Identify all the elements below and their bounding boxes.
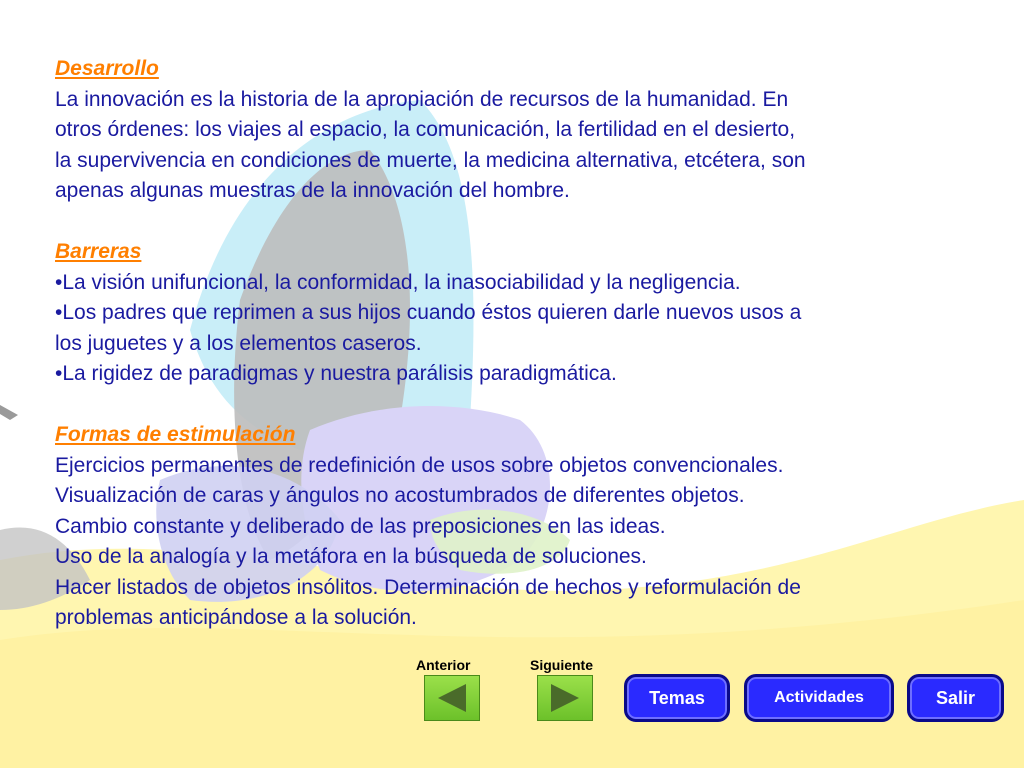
section-heading-desarrollo: Desarrollo xyxy=(55,57,159,80)
next-label: Siguiente xyxy=(530,657,594,673)
spacer xyxy=(55,390,985,421)
text-line: la supervivencia en condiciones de muerte, la medicina alternativa, etcétera, son xyxy=(55,148,806,172)
next-button[interactable] xyxy=(537,675,593,721)
text-line: •Los padres que reprimen a sus hijos cuando éstos quieren darle nuevos usos a xyxy=(55,301,802,324)
text-line: La innovación es la historia de la apropiación de recursos de la humanidad. En xyxy=(55,87,789,111)
text-line: apenas algunas muestras de la innovación del hombre. xyxy=(55,179,570,202)
text-line: los juguetes y a los elementos caseros. xyxy=(55,331,422,355)
main-content xyxy=(55,54,985,634)
text-line: problemas anticipándose a la solución. xyxy=(55,606,417,629)
text-line: •La rigidez de paradigmas y nuestra parálisis paradigmática. xyxy=(55,362,617,385)
salir-button[interactable]: Salir xyxy=(907,674,1004,722)
section-heading-formas: Formas de estimulación xyxy=(55,423,296,446)
text-line: Hacer listados de objetos insólitos. Determinación de hechos y reformulación de xyxy=(55,575,801,599)
text-line: •La visión unifuncional, la conformidad, la inasociabilidad y la negligencia. xyxy=(55,270,741,294)
arrow-right-icon xyxy=(547,682,583,714)
actividades-button[interactable]: Actividades xyxy=(744,674,894,722)
text-line: Cambio constante y deliberado de las preposiciones en las ideas. xyxy=(55,514,666,538)
spacer xyxy=(55,207,985,238)
text-line: Uso de la analogía y la metáfora en la búsqueda de soluciones. xyxy=(55,545,647,568)
temas-button[interactable]: Temas xyxy=(624,674,730,722)
prev-label: Anterior xyxy=(416,657,471,673)
section-heading-barreras: Barreras xyxy=(55,240,142,263)
arrow-left-icon xyxy=(434,682,470,714)
text-line: Ejercicios permanentes de redefinición de usos sobre objetos convencionales. xyxy=(55,453,784,477)
text-line: otros órdenes: los viajes al espacio, la comunicación, la fertilidad en el desierto, xyxy=(55,118,796,141)
text-line: Visualización de caras y ángulos no acostumbrados de diferentes objetos. xyxy=(55,484,745,507)
prev-button[interactable] xyxy=(424,675,480,721)
